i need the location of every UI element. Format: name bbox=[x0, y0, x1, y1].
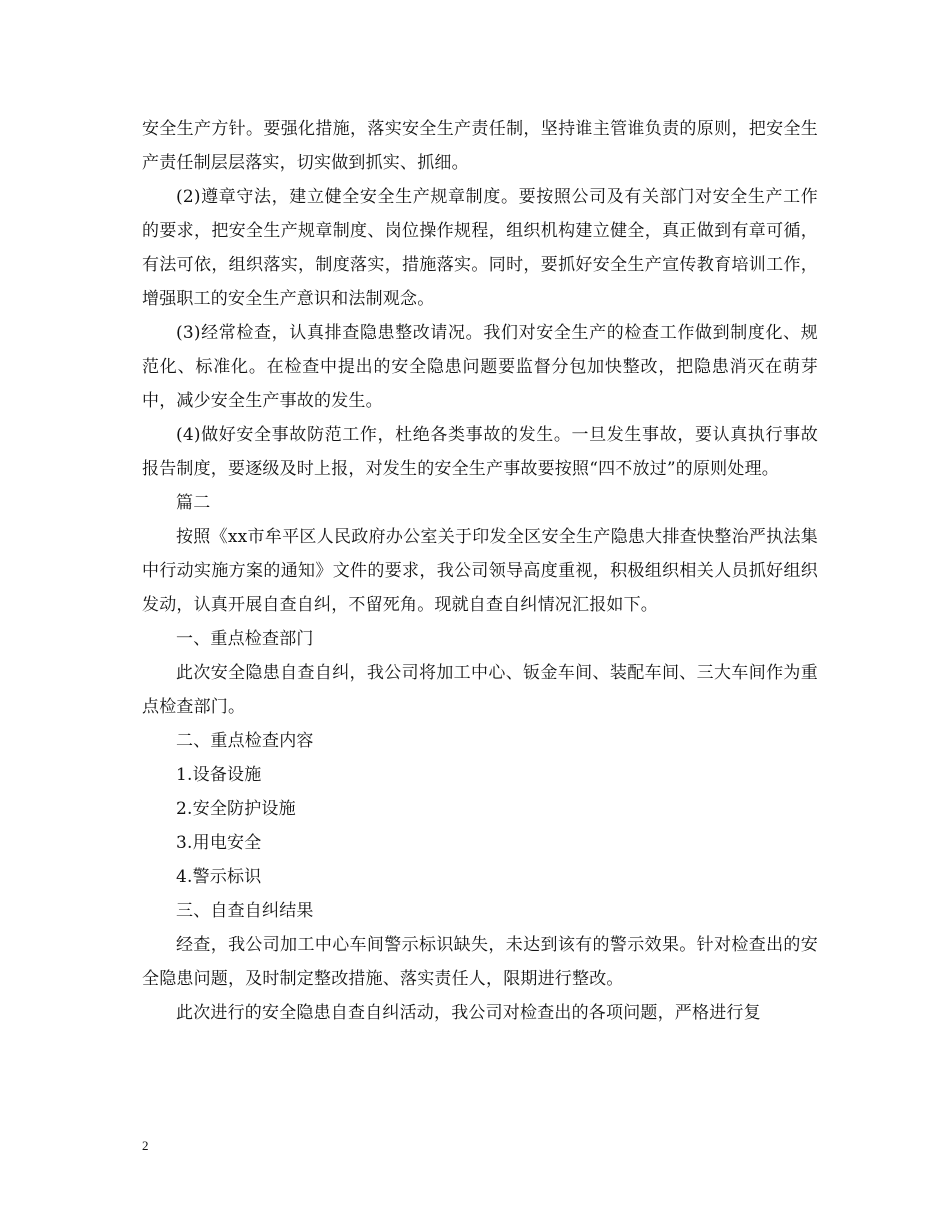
paragraph-item-4: (4)做好安全事故防范工作，杜绝各类事故的发生。一旦发生事故，要认真执行事故报告制度，要逐级及时上报，对发生的安全生产事故要按照“四不放过”的原则处理。 bbox=[142, 425, 818, 479]
list-item-protection: 2.安全防护设施 bbox=[176, 799, 296, 819]
list-item-electrical: 3.用电安全 bbox=[176, 833, 262, 853]
paragraph-item-3: (3)经常检查，认真排查隐患整改请况。我们对安全生产的检查工作做到制度化、规范化、标准化。在检查中提出的安全隐患问题要监督分包加快整改，把隐患消灭在萌芽中，减少安全生产事故的发生。 bbox=[142, 323, 818, 411]
paragraph-departments: 此次安全隐患自查自纠，我公司将加工中心、钣金车间、装配车间、三大车间作为重点检查部门。 bbox=[142, 663, 818, 717]
heading-key-departments: 一、重点检查部门 bbox=[176, 629, 314, 649]
paragraph-continuation: 安全生产方针。要强化措施，落实安全生产责任制，坚持谁主管谁负责的原则，把安全生产责任制层层落实，切实做到抓实、抓细。 bbox=[142, 119, 818, 173]
paragraph-results: 经查，我公司加工中心车间警示标识缺失，未达到该有的警示效果。针对检查出的安全隐患问题，及时制定整改措施、落实责任人，限期进行整改。 bbox=[142, 935, 818, 989]
list-item-signage: 4.警示标识 bbox=[176, 867, 262, 887]
page-number: 2 bbox=[142, 1138, 149, 1153]
paragraph-intro: 按照《xx市牟平区人民政府办公室关于印发全区安全生产隐患大排查快整治严执法集中行动实施方案的通知》文件的要求，我公司领导高度重视，积极组织相关人员抓好组织发动，认真开展自查自纠，不留死角。现就自查自纠情况汇报如下。 bbox=[142, 527, 818, 615]
paragraph-closing: 此次进行的安全隐患自查自纠活动，我公司对检查出的各项问题，严格进行复 bbox=[176, 1003, 761, 1023]
heading-results: 三、自查自纠结果 bbox=[176, 901, 314, 921]
heading-inspection-content: 二、重点检查内容 bbox=[176, 731, 314, 751]
section-heading-part-two: 篇二 bbox=[176, 493, 211, 513]
list-item-equipment: 1.设备设施 bbox=[176, 765, 262, 785]
paragraph-item-2: (2)遵章守法，建立健全安全生产规章制度。要按照公司及有关部门对安全生产工作的要求，把安全生产规章制度、岗位操作规程，组织机构建立健全，真正做到有章可循，有法可依，组织落实，制度落实，措施落实。同时，要抓好安全生产宣传教育培训工作，增强职工的安全生产意识和法制观念。 bbox=[142, 187, 818, 309]
document-body bbox=[142, 112, 818, 1030]
